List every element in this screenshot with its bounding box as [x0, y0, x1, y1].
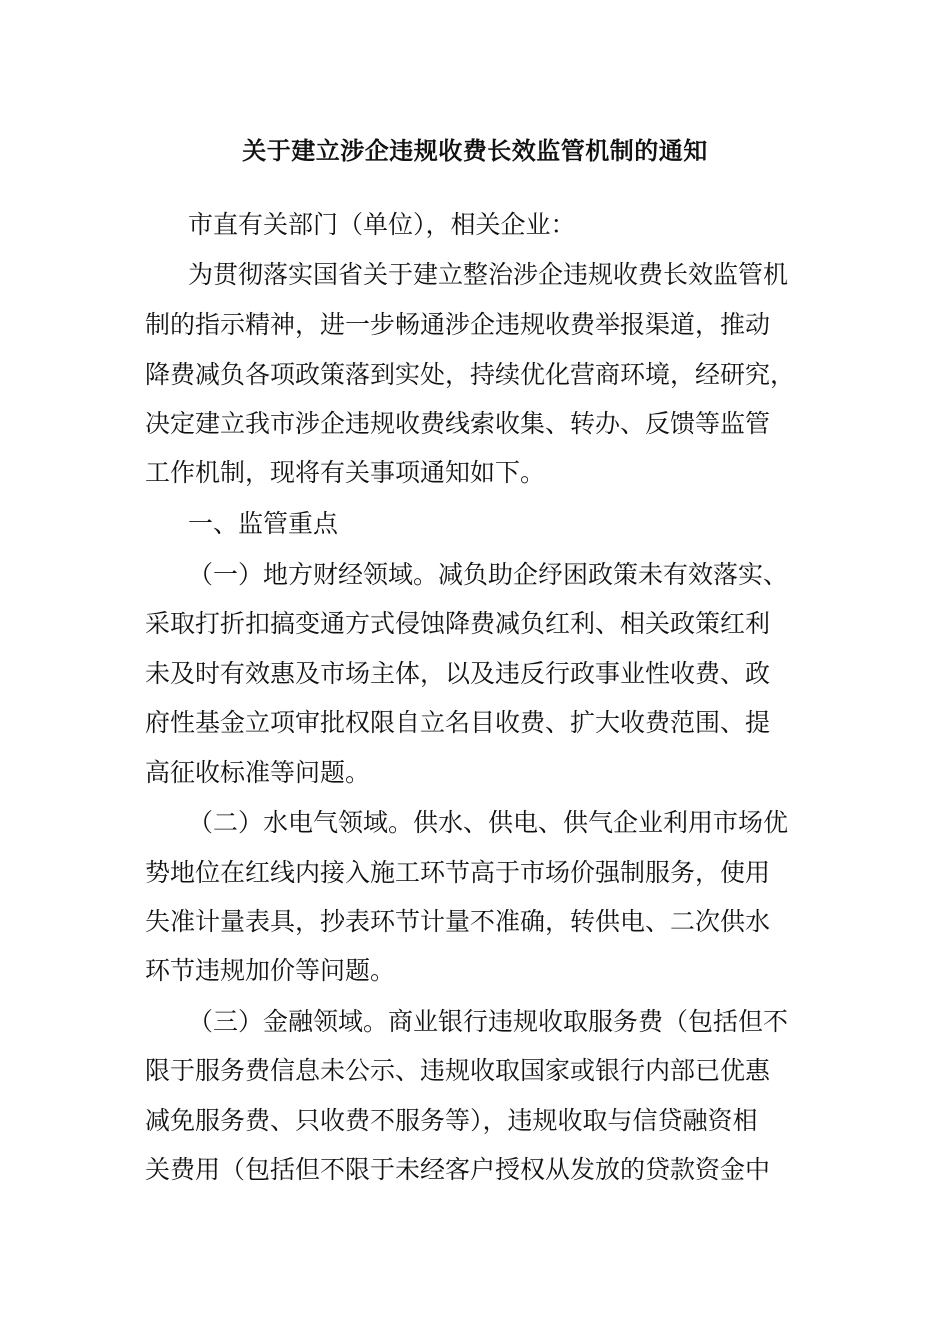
body-line-2: 制的指示精神，进一步畅通涉企违规收费举报渠道，推动	[145, 310, 771, 339]
document-title: 关于建立涉企违规收费长效监管机制的通知	[242, 137, 708, 165]
body-line-7: （一）地方财经领域。减负助企纾困政策未有效落实、	[188, 560, 789, 589]
body-line-12: （二）水电气领域。供水、供电、供气企业利用市场优	[188, 808, 789, 837]
body-line-3: 降费减负各项政策落到实处，持续优化营商环境，经研究，	[145, 360, 796, 389]
section-heading-1: 一、监管重点	[188, 509, 339, 538]
body-line-17: 限于服务费信息未公示、违规收取国家或银行内部已优惠	[145, 1056, 771, 1085]
body-line-4: 决定建立我市涉企违规收费线索收集、转办、反馈等监管	[145, 409, 771, 438]
body-line-10: 府性基金立项审批权限自立名目收费、扩大收费范围、提	[145, 708, 771, 737]
body-line-15: 环节违规加价等问题。	[145, 956, 396, 985]
body-line-11: 高征收标准等问题。	[145, 758, 371, 787]
body-line-5: 工作机制，现将有关事项通知如下。	[145, 458, 546, 487]
salutation-line: 市直有关部门（单位），相关企业：	[188, 210, 576, 239]
body-line-13: 势地位在红线内接入施工环节高于市场价强制服务，使用	[145, 858, 771, 887]
body-line-14: 失准计量表具，抄表环节计量不准确，转供电、二次供水	[145, 907, 771, 936]
body-line-1: 为贯彻落实国省关于建立整治涉企违规收费长效监管机	[188, 260, 789, 289]
body-line-18: 减免服务费、只收费不服务等），违规收取与信贷融资相	[145, 1106, 758, 1135]
body-line-16: （三）金融领域。商业银行违规收取服务费（包括但不	[188, 1007, 789, 1036]
body-line-9: 未及时有效惠及市场主体，以及违反行政事业性收费、政	[145, 659, 771, 688]
body-line-19: 关费用（包括但不限于未经客户授权从发放的贷款资金中	[145, 1155, 771, 1184]
body-line-8: 采取打折扣搞变通方式侵蚀降费减负红利、相关政策红利	[145, 609, 771, 638]
